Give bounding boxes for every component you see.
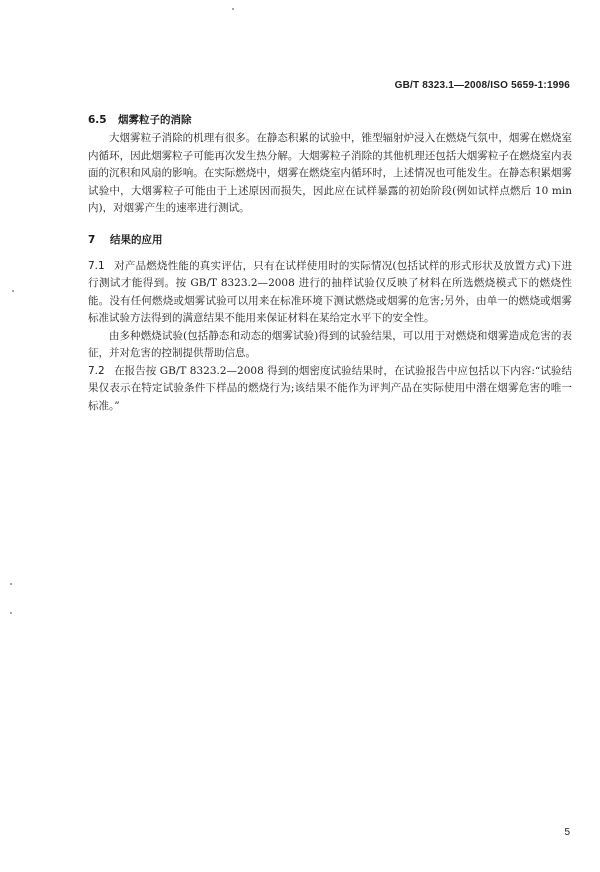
section-7-1-paragraph-2: 由多种燃烧试验(包括静态和动态的烟雾试验)得到的试验结果，可以用于对燃烧和烟雾造成危害的表征，并对危害的控制提供帮助信息。 [88, 329, 572, 359]
section-7-2-number: 7.2 [88, 364, 105, 377]
section-7-1-paragraph [88, 258, 572, 328]
standard-code-header: GB/T 8323.1—2008/ISO 5659-1:1996 [394, 80, 570, 91]
scan-speck [10, 612, 12, 614]
section-7-heading [88, 232, 572, 248]
scan-speck [12, 290, 14, 292]
section-7-2-paragraph [88, 363, 572, 416]
section-6-5-number: 6.5 [88, 114, 107, 126]
section-6-5-title: 烟雾粒子的消除 [118, 114, 192, 126]
section-7-1-number: 7.1 [88, 259, 105, 272]
section-7-1-text: 对产品燃烧性能的真实评估，只有在试样使用时的实际情况(包括试样的形式形状及放置方式)下进行测试才能得到。按 GB/T 8323.2—2008 进行的抽样试验仅反映了材料在所选燃烧模式下的燃烧性能。没有任何燃烧或烟雾试验可以用来在标准环境下测试燃烧或烟雾的危害;另外，由单一的燃烧或烟雾标准试验方法得到的满意结果不能用来保证材料在某给定水平下的安全性。 [88, 259, 572, 324]
page-number: 5 [564, 827, 570, 838]
scan-speck [232, 8, 234, 10]
section-6-5-heading [88, 112, 572, 128]
section-6-5-paragraph: 大烟雾粒子消除的机理有很多。在静态积累的试验中，锥型辐射炉浸入在燃烧气氛中，烟雾在燃烧室内循环，因此烟雾粒子可能再次发生热分解。大烟雾粒子消除的其他机理还包括大烟雾粒子在燃烧室内表面的沉积和风扇的影响。在实际燃烧中，烟雾在燃烧室内循环时，上述情况也可能发生。在静态积累烟雾试验中，大烟雾粒子可能由于上述原因而损失，因此应在试样暴露的初始阶段(例如试样点燃后 10 min 内)，对烟雾产生的速率进行测试。 [88, 132, 572, 214]
section-7-number: 7 [88, 233, 96, 246]
scan-speck [10, 583, 12, 585]
section-7-title: 结果的应用 [110, 233, 163, 246]
section-7-2-text: 在报告按 GB/T 8323.2—2008 得到的烟密度试验结果时，在试验报告中应包括以下内容:“试验结果仅表示在特定试验条件下样品的燃烧行为;该结果不能作为评判产品在实际使用中潜在烟雾危害的唯一标准。” [88, 364, 572, 412]
page-body [88, 112, 572, 415]
